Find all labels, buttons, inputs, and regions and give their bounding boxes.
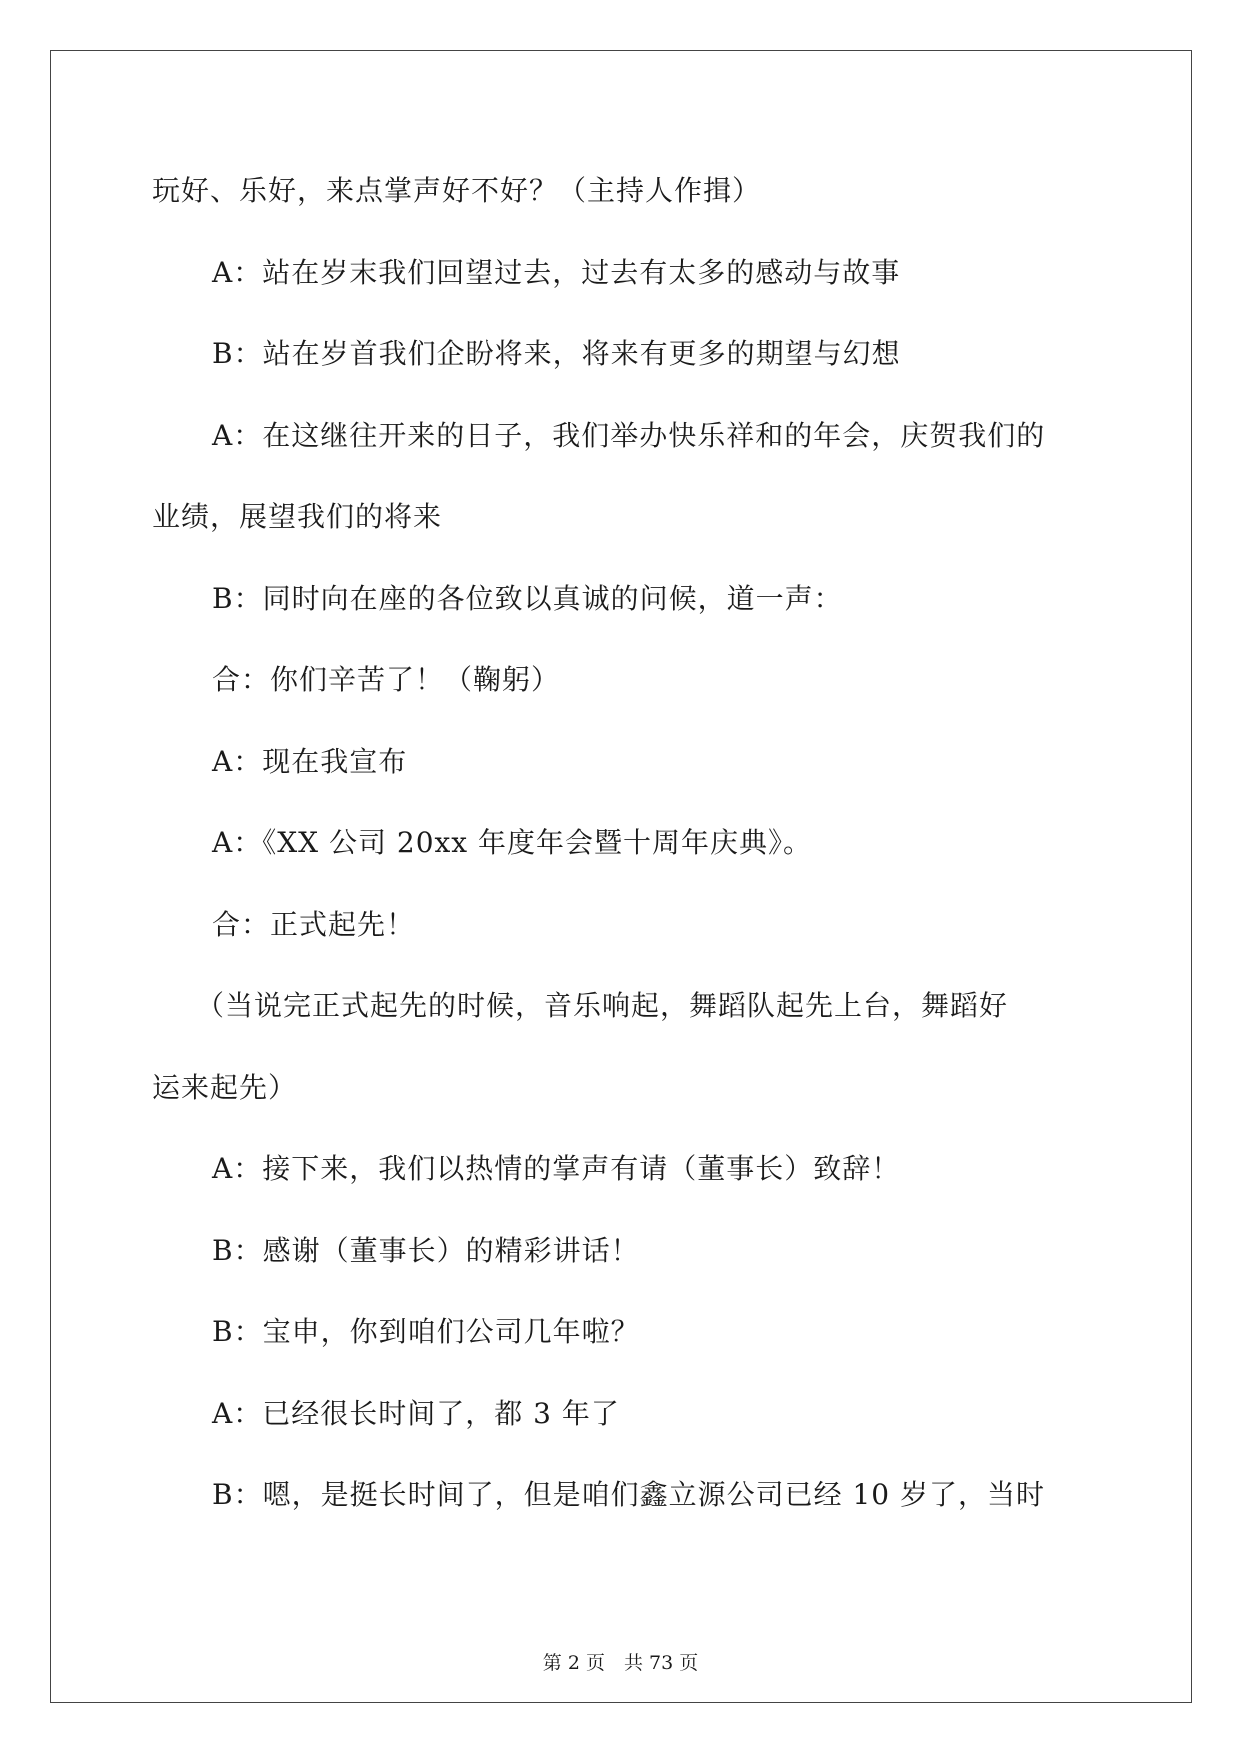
text-line-2: A：站在岁末我们回望过去，过去有太多的感动与故事 (212, 256, 901, 289)
text-line-8: A：现在我宣布 (212, 745, 408, 778)
text-line-11: （当说完正式起先的时候，音乐响起，舞蹈队起先上台，舞蹈好 (196, 989, 1009, 1022)
text-line-13: A：接下来，我们以热情的掌声有请（董事长）致辞！ (212, 1152, 901, 1185)
text-line-1: 玩好、乐好，来点掌声好不好？（主持人作揖） (152, 174, 762, 207)
text-line-3: B：站在岁首我们企盼将来，将来有更多的期望与幻想 (212, 337, 901, 370)
text-line-5: 业绩，展望我们的将来 (152, 500, 443, 533)
page-border (50, 50, 1192, 1703)
page-number-footer: 第 2 页 共 73 页 (542, 1652, 699, 1674)
text-line-17: B：嗯，是挺长时间了，但是咱们鑫立源公司已经 10 岁了，当时 (212, 1478, 1046, 1511)
text-line-9: A：《XX 公司 20xx 年度年会暨十周年庆典》。 (212, 826, 813, 859)
text-line-4: A：在这继往开来的日子，我们举办快乐祥和的年会，庆贺我们的 (212, 419, 1046, 452)
text-line-16: A：已经很长时间了，都 3 年了 (212, 1397, 620, 1430)
text-line-6: B：同时向在座的各位致以真诚的问候，道一声： (212, 582, 843, 615)
text-line-7: 合：你们辛苦了！（鞠躬） (212, 663, 561, 696)
text-line-10: 合：正式起先！ (212, 908, 416, 941)
text-line-15: B：宝申，你到咱们公司几年啦？ (212, 1315, 640, 1348)
text-line-12: 运来起先） (152, 1071, 298, 1104)
text-line-14: B：感谢（董事长）的精彩讲话！ (212, 1234, 640, 1267)
